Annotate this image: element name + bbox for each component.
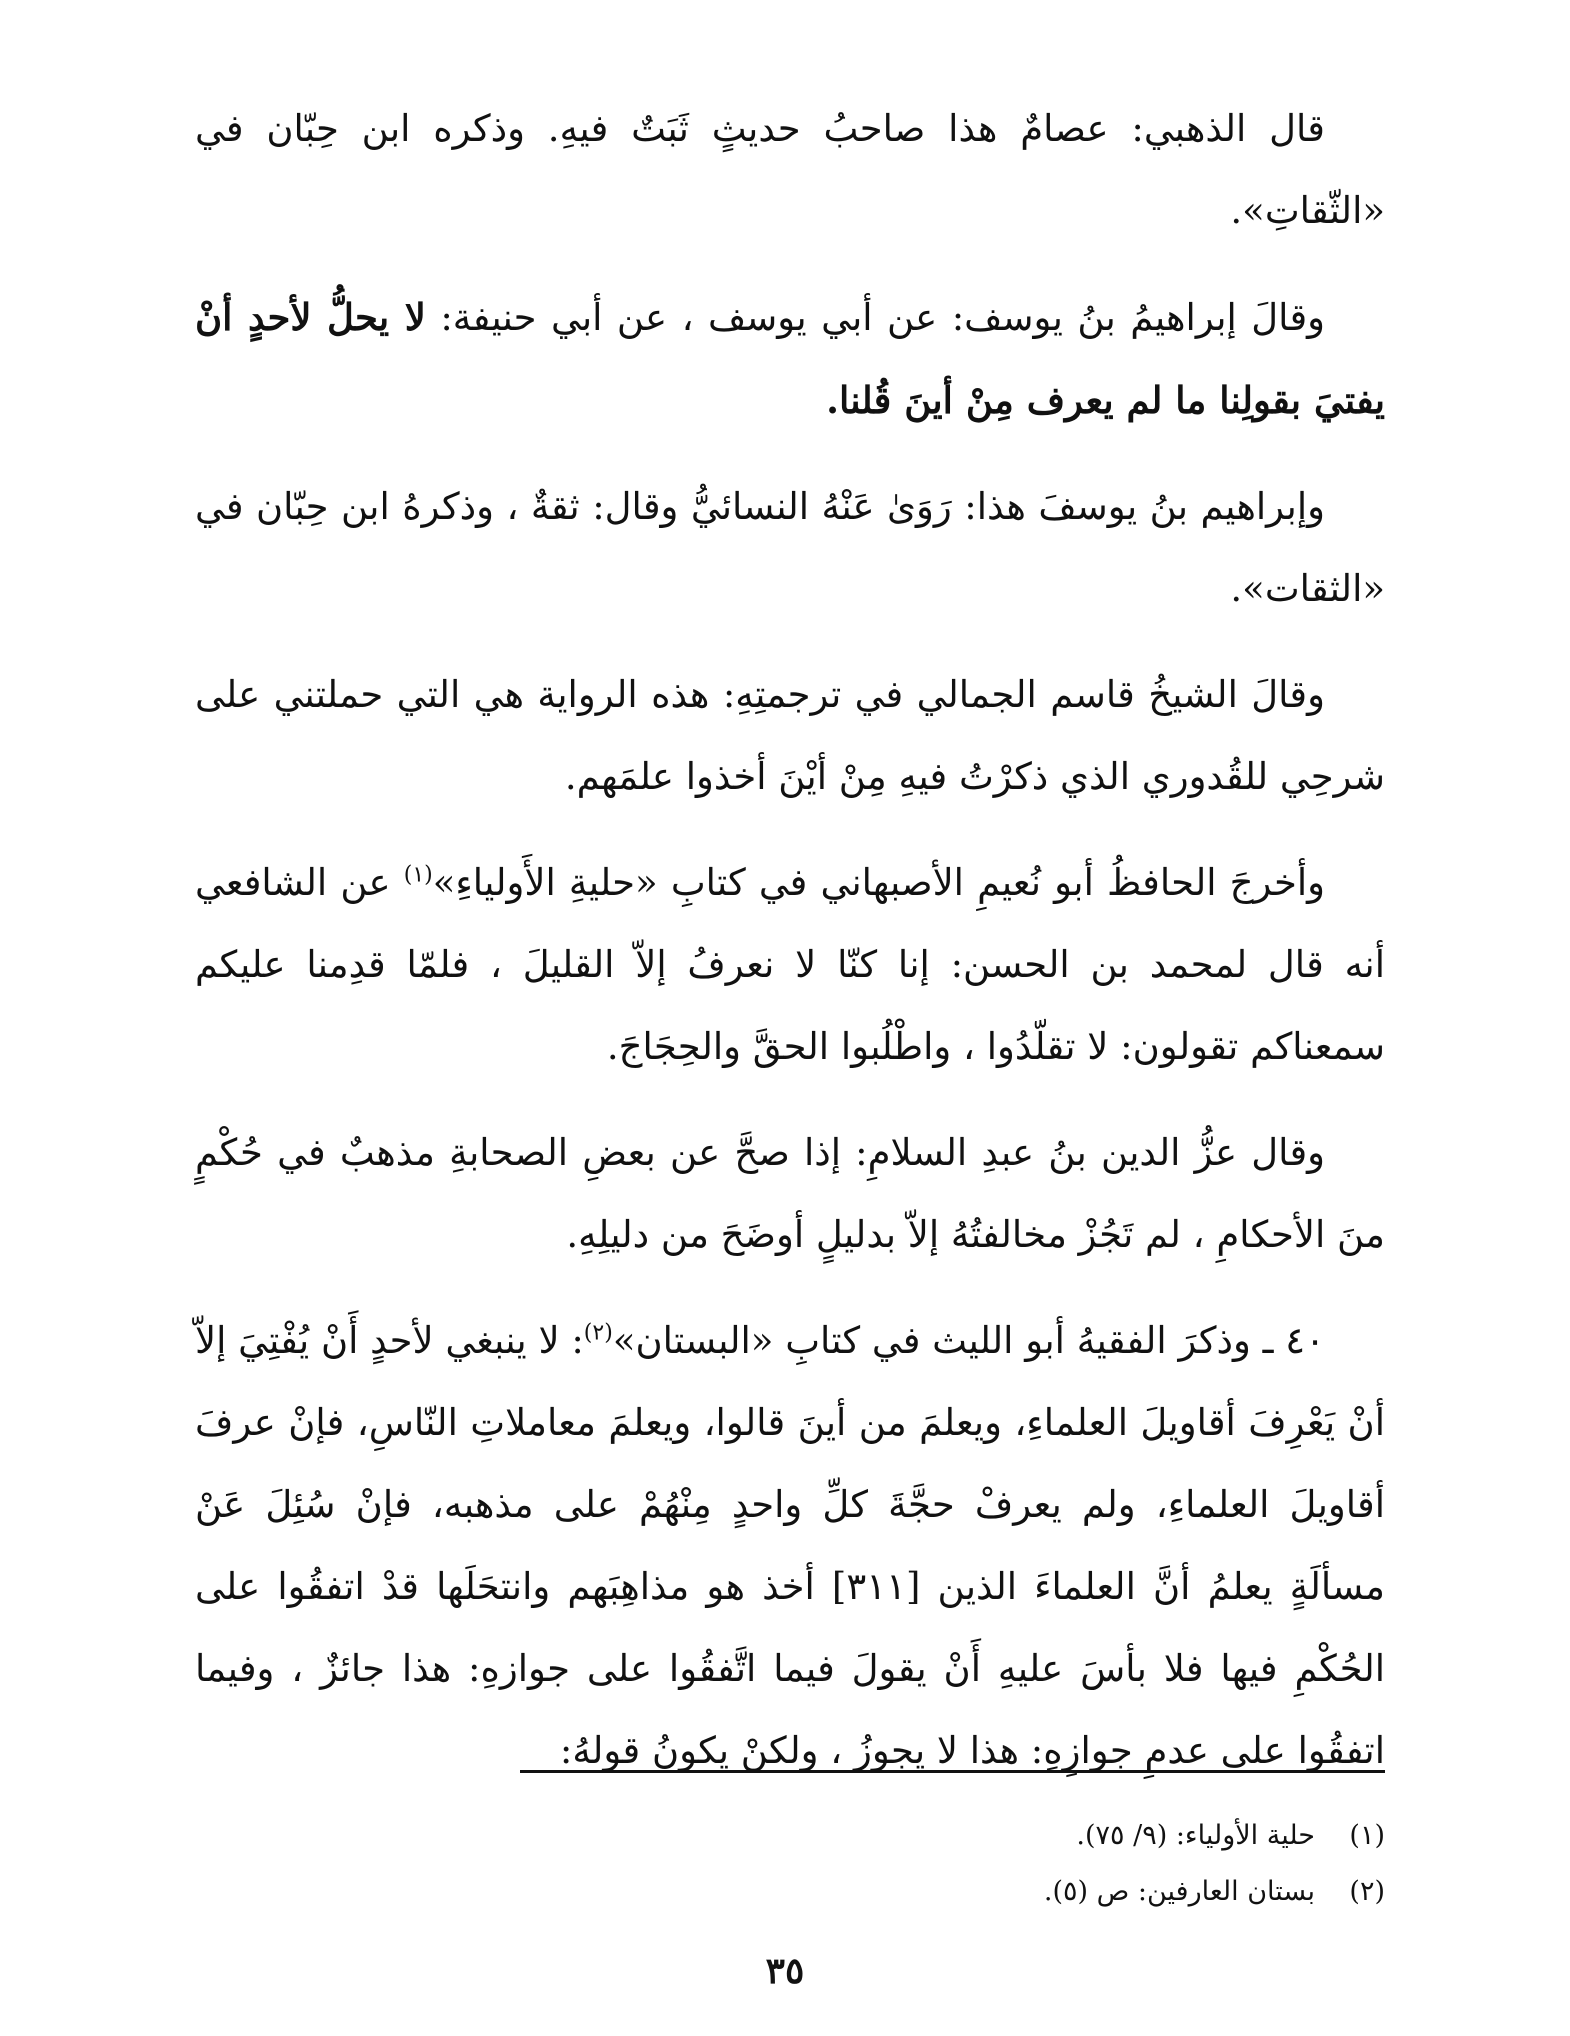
footnote-text: بستان العارفين: ص (٥). — [1043, 1876, 1315, 1907]
footnote-ref-2[interactable]: (٢) — [583, 1320, 613, 1346]
paragraph-abu-nuaim — [195, 842, 1385, 1088]
footnote-number: (٢) — [1349, 1876, 1385, 1907]
paragraph-text: وأخرجَ الحافظُ أبو نُعيمِ الأصبهاني في كتابِ «حليةِ الأَولياءِ» — [432, 861, 1325, 904]
footnote-number: (١) — [1349, 1820, 1385, 1851]
paragraph-text: : لا ينبغي لأحدٍ أَنْ يُفْتِيَ إلاّ أنْ يَعْرِفَ أقاويلَ العلماءِ، ويعلمَ من أينَ قالوا، ويعلمَ معاملاتِ النّاسِ، فإنْ عرفَ أقاويلَ العلماءِ، ولم يعرفْ حجَّةَ كلِّ واحدٍ مِنْهُمْ على مذهبه، فإنْ سُئِلَ عَنْ مسألَةٍ يعلمُ أنَّ العلماءَ الذين [٣١١] أخذ هو مذاهِبَهم وانتحَلَها قدْ اتفقُوا على الحُكْمِ فيها فلا بأسَ عليهِ أَنْ يقولَ فيما اتَّفقُوا على جوازهِ: هذا جائزٌ ، وفيما اتفقُوا على عدمِ جوازِهِ: هذا لا يجوزُ ، ولكنْ يكونُ قولهُ: — [195, 1319, 1386, 1772]
footnotes — [195, 1808, 1385, 1920]
page-body — [195, 88, 1385, 1816]
footnote-ref-1[interactable]: (١) — [403, 862, 433, 888]
paragraph-ibrahim-ibn-yusuf — [195, 276, 1385, 442]
paragraph-text: وقالَ إبراهيمُ بنُ يوسف: عن أبي يوسف ، عن أبي حنيفة: — [425, 296, 1325, 339]
paragraph-ibrahim-note: وإبراهيم بنُ يوسفَ هذا: رَوَىٰ عَنْهُ النسائيُّ وقال: ثقةٌ ، وذكرهُ ابن حِبّان في «الثقات». — [195, 485, 1385, 610]
paragraph-abu-laith — [195, 1300, 1385, 1792]
footnote-item — [195, 1808, 1385, 1864]
paragraph-izz-ibn-abd-salam: وقال عزُّ الدين بنُ عبدِ السلامِ: إذا صحَّ عن بعضِ الصحابةِ مذهبٌ في حُكْمٍ منَ الأحكامِ ، لم تَجُزْ مخالفتُهُ إلاّ بدليلٍ أوضَحَ من دليلِهِ. — [195, 1131, 1385, 1256]
page-number: ٣٥ — [765, 1950, 805, 1992]
footnote-divider — [520, 1770, 1385, 1773]
footnote-item — [195, 1864, 1385, 1920]
paragraph-text: ٤٠ ـ وذكرَ الفقيهُ أبو الليث في كتابِ «البستان» — [612, 1319, 1325, 1362]
footnote-text: حلية الأولياء: (٩/ ٧٥). — [1076, 1820, 1315, 1851]
bold-quote: لا يحلُّ لأحدٍ أنْ يفتيَ بقولِنا ما لم يعرف مِنْ أينَ قُلنا. — [195, 295, 1385, 422]
paragraph-qasim-jamali: وقالَ الشيخُ قاسم الجمالي في ترجمتِهِ: هذه الرواية هي التي حملتني على شرحِي للقُدوري الذي ذكرْتُ فيهِ مِنْ أيْنَ أخذوا علمَهم. — [195, 673, 1385, 798]
paragraph-text: عن الشافعي أنه قال لمحمد بن الحسن: إنا كنّا لا نعرفُ إلاّ القليلَ ، فلمّا قدِمنا عليكم سمعناكم تقولون: لا تقلّدُوا ، واطْلُبوا الحقَّ والحِجَاجَ. — [195, 861, 1385, 1068]
paragraph-dhahabi: قال الذهبي: عصامٌ هذا صاحبُ حديثٍ ثَبَتٌ فيهِ. وذكره ابن حِبّان في «الثّقاتِ». — [195, 107, 1385, 232]
